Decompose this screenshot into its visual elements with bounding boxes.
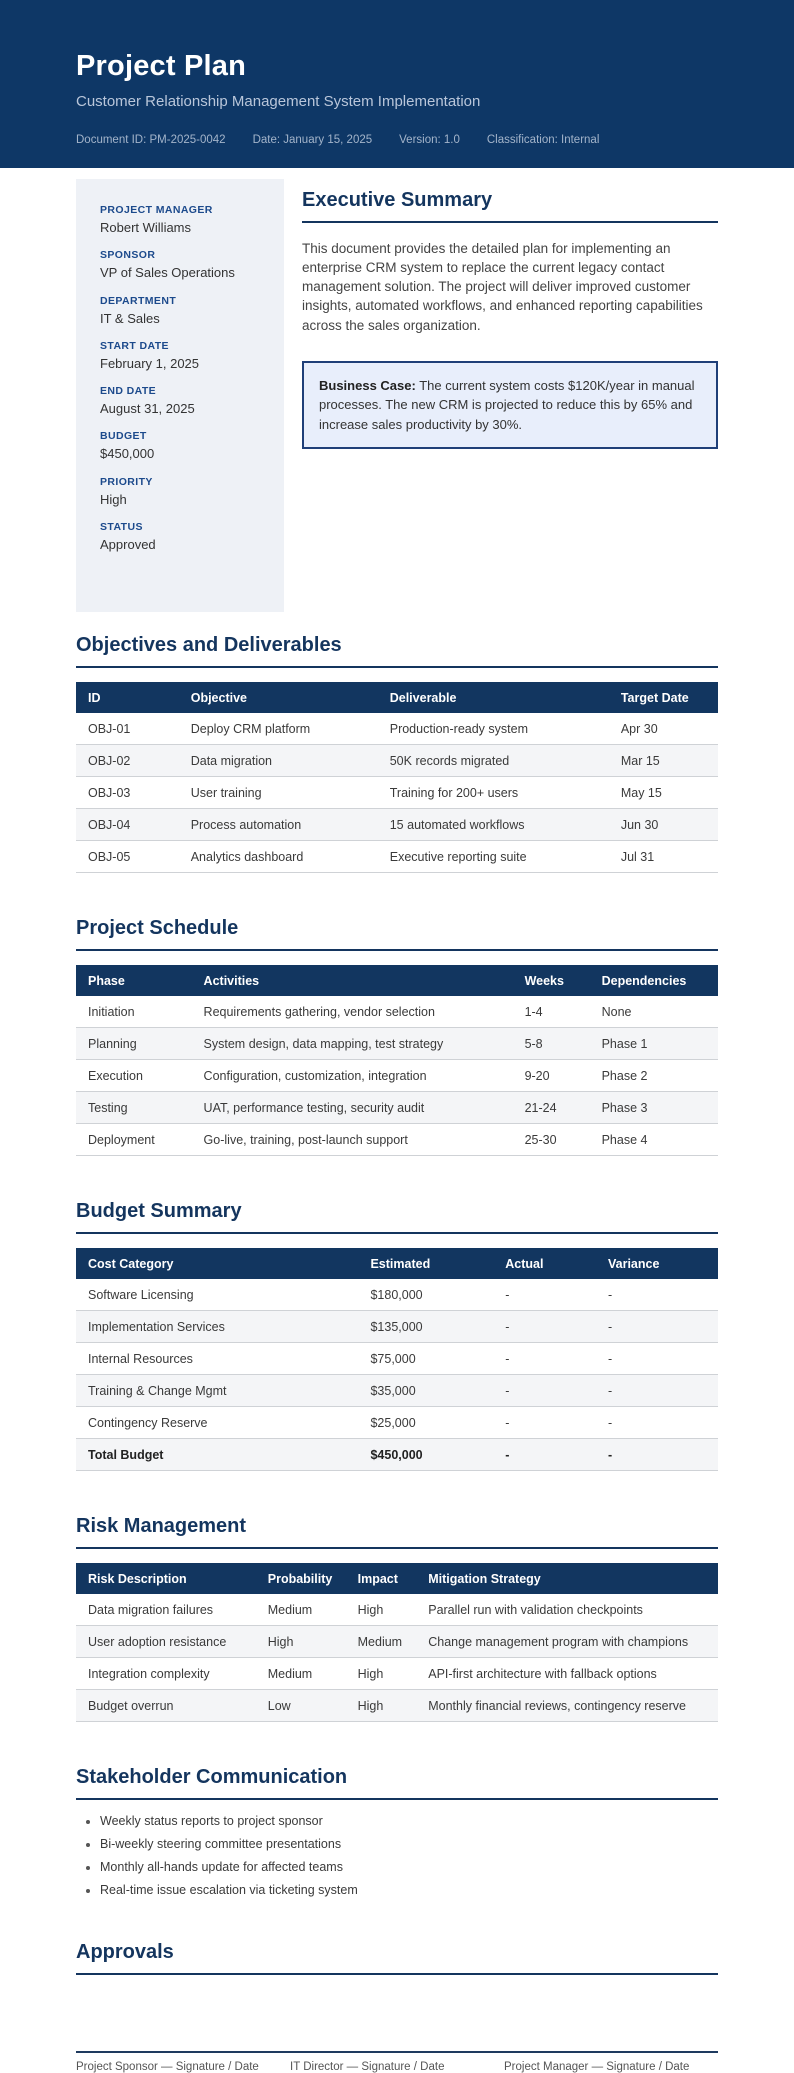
section-risks bbox=[0, 1515, 794, 1722]
table-cell: Data migration failures bbox=[76, 1594, 256, 1626]
table-cell: User training bbox=[179, 777, 378, 809]
section-approvals bbox=[0, 1941, 794, 2073]
column-header: Phase bbox=[76, 965, 192, 996]
business-case-label: Business Case: bbox=[319, 377, 416, 393]
bullet-item: • Bi-weekly steering committee presentations bbox=[100, 1837, 718, 1851]
table-cell: - bbox=[493, 1439, 596, 1471]
document-header bbox=[0, 0, 794, 168]
section-budget bbox=[0, 1200, 794, 1471]
table-row bbox=[76, 1279, 718, 1311]
table-header-row bbox=[76, 1248, 718, 1279]
table-cell: 9-20 bbox=[513, 1060, 590, 1092]
document-meta-row bbox=[76, 134, 718, 146]
table-cell: Apr 30 bbox=[609, 713, 718, 745]
table-cell: Medium bbox=[346, 1626, 417, 1658]
field-value: High bbox=[100, 491, 127, 507]
project-info-field bbox=[100, 430, 260, 462]
table-cell: Initiation bbox=[76, 996, 192, 1028]
column-header: Target Date bbox=[609, 682, 718, 713]
table-row bbox=[76, 1124, 718, 1156]
table-cell: $35,000 bbox=[358, 1375, 493, 1407]
meta-classification: Classification: Internal bbox=[486, 134, 600, 146]
column-header: Activities bbox=[192, 965, 513, 996]
table-cell: - bbox=[596, 1375, 718, 1407]
table-row bbox=[76, 1028, 718, 1060]
column-header: Objective bbox=[179, 682, 378, 713]
table-cell: Jun 30 bbox=[609, 809, 718, 841]
table-row bbox=[76, 1626, 718, 1658]
table-row bbox=[76, 745, 718, 777]
section-executive-summary bbox=[302, 179, 718, 612]
table-cell: Phase 1 bbox=[590, 1028, 718, 1060]
table-cell: User adoption resistance bbox=[76, 1626, 256, 1658]
table-cell: Data migration bbox=[179, 745, 378, 777]
table-cell: May 15 bbox=[609, 777, 718, 809]
table-cell: - bbox=[596, 1279, 718, 1311]
field-value: Approved bbox=[100, 536, 156, 552]
table-cell: 15 automated workflows bbox=[378, 809, 609, 841]
table-cell: - bbox=[596, 1407, 718, 1439]
table-cell: Internal Resources bbox=[76, 1343, 358, 1375]
table-cell: Requirements gathering, vendor selection bbox=[192, 996, 513, 1028]
document-subtitle: Customer Relationship Management System Implementation bbox=[76, 93, 481, 110]
table-row bbox=[76, 1343, 718, 1375]
table-cell: 21-24 bbox=[513, 1092, 590, 1124]
field-label: PROJECT MANAGER bbox=[100, 204, 213, 216]
column-header: Mitigation Strategy bbox=[416, 1563, 718, 1594]
table-cell: High bbox=[346, 1658, 417, 1690]
table-row bbox=[76, 1407, 718, 1439]
field-label: BUDGET bbox=[100, 430, 147, 443]
table-cell: - bbox=[493, 1407, 596, 1439]
field-label: DEPARTMENT bbox=[100, 294, 177, 307]
approvals-heading: Approvals bbox=[76, 1941, 718, 1975]
table-cell: 5-8 bbox=[513, 1028, 590, 1060]
signature-label: Project Manager — Signature / Date bbox=[504, 2061, 690, 2073]
bullet-item: • Weekly status reports to project sponsor bbox=[100, 1814, 718, 1828]
table-row bbox=[76, 1311, 718, 1343]
table-cell: Monthly financial reviews, contingency reserve bbox=[416, 1690, 718, 1722]
column-header: Variance bbox=[596, 1248, 718, 1279]
table-cell: 25-30 bbox=[513, 1124, 590, 1156]
table-cell: Mar 15 bbox=[609, 745, 718, 777]
field-label: PRIORITY bbox=[100, 475, 153, 488]
table-cell: Contingency Reserve bbox=[76, 1407, 358, 1439]
table-cell: Low bbox=[256, 1690, 346, 1722]
table-row bbox=[76, 1060, 718, 1092]
communication-heading: Stakeholder Communication bbox=[76, 1766, 718, 1800]
section-objectives bbox=[0, 634, 794, 873]
table-cell: Deployment bbox=[76, 1124, 192, 1156]
section-schedule bbox=[0, 917, 794, 1156]
table-cell: Execution bbox=[76, 1060, 192, 1092]
section-communication bbox=[0, 1766, 794, 1897]
project-info-field bbox=[100, 204, 260, 236]
table-cell: API-first architecture with fallback options bbox=[416, 1658, 718, 1690]
executive-summary-heading: Executive Summary bbox=[302, 189, 718, 223]
signature-label: Project Sponsor — Signature / Date bbox=[76, 2061, 259, 2073]
field-value: August 31, 2025 bbox=[100, 401, 195, 416]
table-cell: OBJ-02 bbox=[76, 745, 179, 777]
table-row bbox=[76, 996, 718, 1028]
table-cell: System design, data mapping, test strategy bbox=[192, 1028, 513, 1060]
table-cell: Budget overrun bbox=[76, 1690, 256, 1722]
table-cell: Jul 31 bbox=[609, 841, 718, 873]
table-row bbox=[76, 809, 718, 841]
table-cell: Production-ready system bbox=[378, 713, 609, 745]
document-title: Project Plan bbox=[76, 50, 247, 82]
column-header: ID bbox=[76, 682, 179, 713]
column-header: Impact bbox=[346, 1563, 417, 1594]
table-cell: Analytics dashboard bbox=[179, 841, 378, 873]
table-cell: Testing bbox=[76, 1092, 192, 1124]
table-cell: Medium bbox=[256, 1594, 346, 1626]
column-header: Actual bbox=[493, 1248, 596, 1279]
summary-row bbox=[0, 179, 794, 612]
meta-version: Version: 1.0 bbox=[399, 134, 460, 146]
project-info-field bbox=[100, 385, 260, 417]
table-cell: OBJ-03 bbox=[76, 777, 179, 809]
table-cell: Training for 200+ users bbox=[378, 777, 609, 809]
table-cell: Executive reporting suite bbox=[378, 841, 609, 873]
table-cell: - bbox=[493, 1343, 596, 1375]
table-cell: - bbox=[493, 1279, 596, 1311]
risks-heading: Risk Management bbox=[76, 1515, 718, 1549]
table-cell: $25,000 bbox=[358, 1407, 493, 1439]
project-info-field bbox=[100, 249, 260, 281]
field-value: IT & Sales bbox=[100, 310, 160, 326]
signature-row bbox=[76, 2051, 718, 2073]
risk-table bbox=[76, 1563, 718, 1722]
table-row bbox=[76, 1594, 718, 1626]
table-cell: OBJ-01 bbox=[76, 713, 179, 745]
table-cell: None bbox=[590, 996, 718, 1028]
table-row bbox=[76, 1690, 718, 1722]
table-cell: OBJ-04 bbox=[76, 809, 179, 841]
table-cell: UAT, performance testing, security audit bbox=[192, 1092, 513, 1124]
table-row bbox=[76, 1658, 718, 1690]
table-cell: Process automation bbox=[179, 809, 378, 841]
meta-date: Date: January 15, 2025 bbox=[252, 134, 373, 146]
table-cell: 1-4 bbox=[513, 996, 590, 1028]
table-row bbox=[76, 777, 718, 809]
table-row bbox=[76, 841, 718, 873]
field-label: END DATE bbox=[100, 385, 157, 397]
table-cell: Phase 2 bbox=[590, 1060, 718, 1092]
field-label: START DATE bbox=[100, 339, 169, 352]
table-cell: Planning bbox=[76, 1028, 192, 1060]
table-cell: $135,000 bbox=[358, 1311, 493, 1343]
field-label: STATUS bbox=[100, 520, 143, 533]
table-cell: - bbox=[493, 1375, 596, 1407]
objectives-table bbox=[76, 682, 718, 873]
table-cell: Training & Change Mgmt bbox=[76, 1375, 358, 1407]
column-header: Deliverable bbox=[378, 682, 609, 713]
table-cell: High bbox=[346, 1690, 417, 1722]
table-cell: Deploy CRM platform bbox=[179, 713, 378, 745]
table-cell: - bbox=[596, 1439, 718, 1471]
column-header: Estimated bbox=[358, 1248, 493, 1279]
field-value: February 1, 2025 bbox=[100, 355, 200, 371]
table-cell: Integration complexity bbox=[76, 1658, 256, 1690]
table-row bbox=[76, 1375, 718, 1407]
project-info-panel bbox=[76, 179, 284, 612]
schedule-heading: Project Schedule bbox=[76, 917, 718, 951]
table-total-row bbox=[76, 1439, 718, 1471]
table-header-row bbox=[76, 1563, 718, 1594]
table-cell: Medium bbox=[256, 1658, 346, 1690]
table-header-row bbox=[76, 965, 718, 996]
objectives-heading: Objectives and Deliverables bbox=[76, 634, 718, 668]
table-cell: - bbox=[596, 1343, 718, 1375]
table-cell: Configuration, customization, integration bbox=[192, 1060, 513, 1092]
table-cell: OBJ-05 bbox=[76, 841, 179, 873]
table-cell: Phase 4 bbox=[590, 1124, 718, 1156]
signature-label: IT Director — Signature / Date bbox=[290, 2061, 445, 2073]
schedule-table bbox=[76, 965, 718, 1156]
table-cell: $180,000 bbox=[358, 1279, 493, 1311]
table-cell: Total Budget bbox=[76, 1439, 358, 1471]
table-cell: - bbox=[493, 1311, 596, 1343]
table-cell: Implementation Services bbox=[76, 1311, 358, 1343]
table-row bbox=[76, 713, 718, 745]
budget-table bbox=[76, 1248, 718, 1471]
table-cell: $450,000 bbox=[358, 1439, 493, 1471]
column-header: Probability bbox=[256, 1563, 346, 1594]
table-cell: High bbox=[346, 1594, 417, 1626]
field-value: Robert Williams bbox=[100, 220, 192, 235]
table-cell: - bbox=[596, 1311, 718, 1343]
table-cell: Parallel run with validation checkpoints bbox=[416, 1594, 718, 1626]
bullet-item: • Monthly all-hands update for affected teams bbox=[100, 1860, 718, 1874]
table-cell: Go-live, training, post-launch support bbox=[192, 1124, 513, 1156]
communication-list bbox=[76, 1814, 718, 1897]
column-header: Risk Description bbox=[76, 1563, 256, 1594]
table-cell: Change management program with champions bbox=[416, 1626, 718, 1658]
field-label: SPONSOR bbox=[100, 249, 156, 262]
executive-summary-text: This document provides the detailed plan for implementing an enterprise CRM system to replace the current legacy contact management solution. The project will deliver improved customer insights, automated workflows, and enhanced reporting capabilities across the sales organization. bbox=[302, 241, 703, 333]
project-info-field bbox=[100, 521, 260, 553]
table-cell: Phase 3 bbox=[590, 1092, 718, 1124]
field-value: VP of Sales Operations bbox=[100, 265, 235, 281]
table-cell: Software Licensing bbox=[76, 1279, 358, 1311]
column-header: Dependencies bbox=[590, 965, 718, 996]
table-cell: $75,000 bbox=[358, 1343, 493, 1375]
table-header-row bbox=[76, 682, 718, 713]
project-info-field bbox=[100, 340, 260, 372]
project-info-field bbox=[100, 476, 260, 508]
column-header: Weeks bbox=[513, 965, 590, 996]
budget-heading: Budget Summary bbox=[76, 1200, 718, 1234]
table-cell: High bbox=[256, 1626, 346, 1658]
table-row bbox=[76, 1092, 718, 1124]
business-case-callout bbox=[302, 361, 718, 450]
column-header: Cost Category bbox=[76, 1248, 358, 1279]
business-case-text: The current system costs $120K/year in manual processes. The new CRM is projected to reduce this by 65% and increase sales productivity by 30%. bbox=[319, 377, 695, 432]
project-info-field bbox=[100, 295, 260, 327]
table-cell: 50K records migrated bbox=[378, 745, 609, 777]
bullet-item: • Real-time issue escalation via ticketing system bbox=[100, 1883, 718, 1897]
meta-document-id: Document ID: PM-2025-0042 bbox=[76, 134, 226, 146]
field-value: $450,000 bbox=[100, 446, 155, 462]
